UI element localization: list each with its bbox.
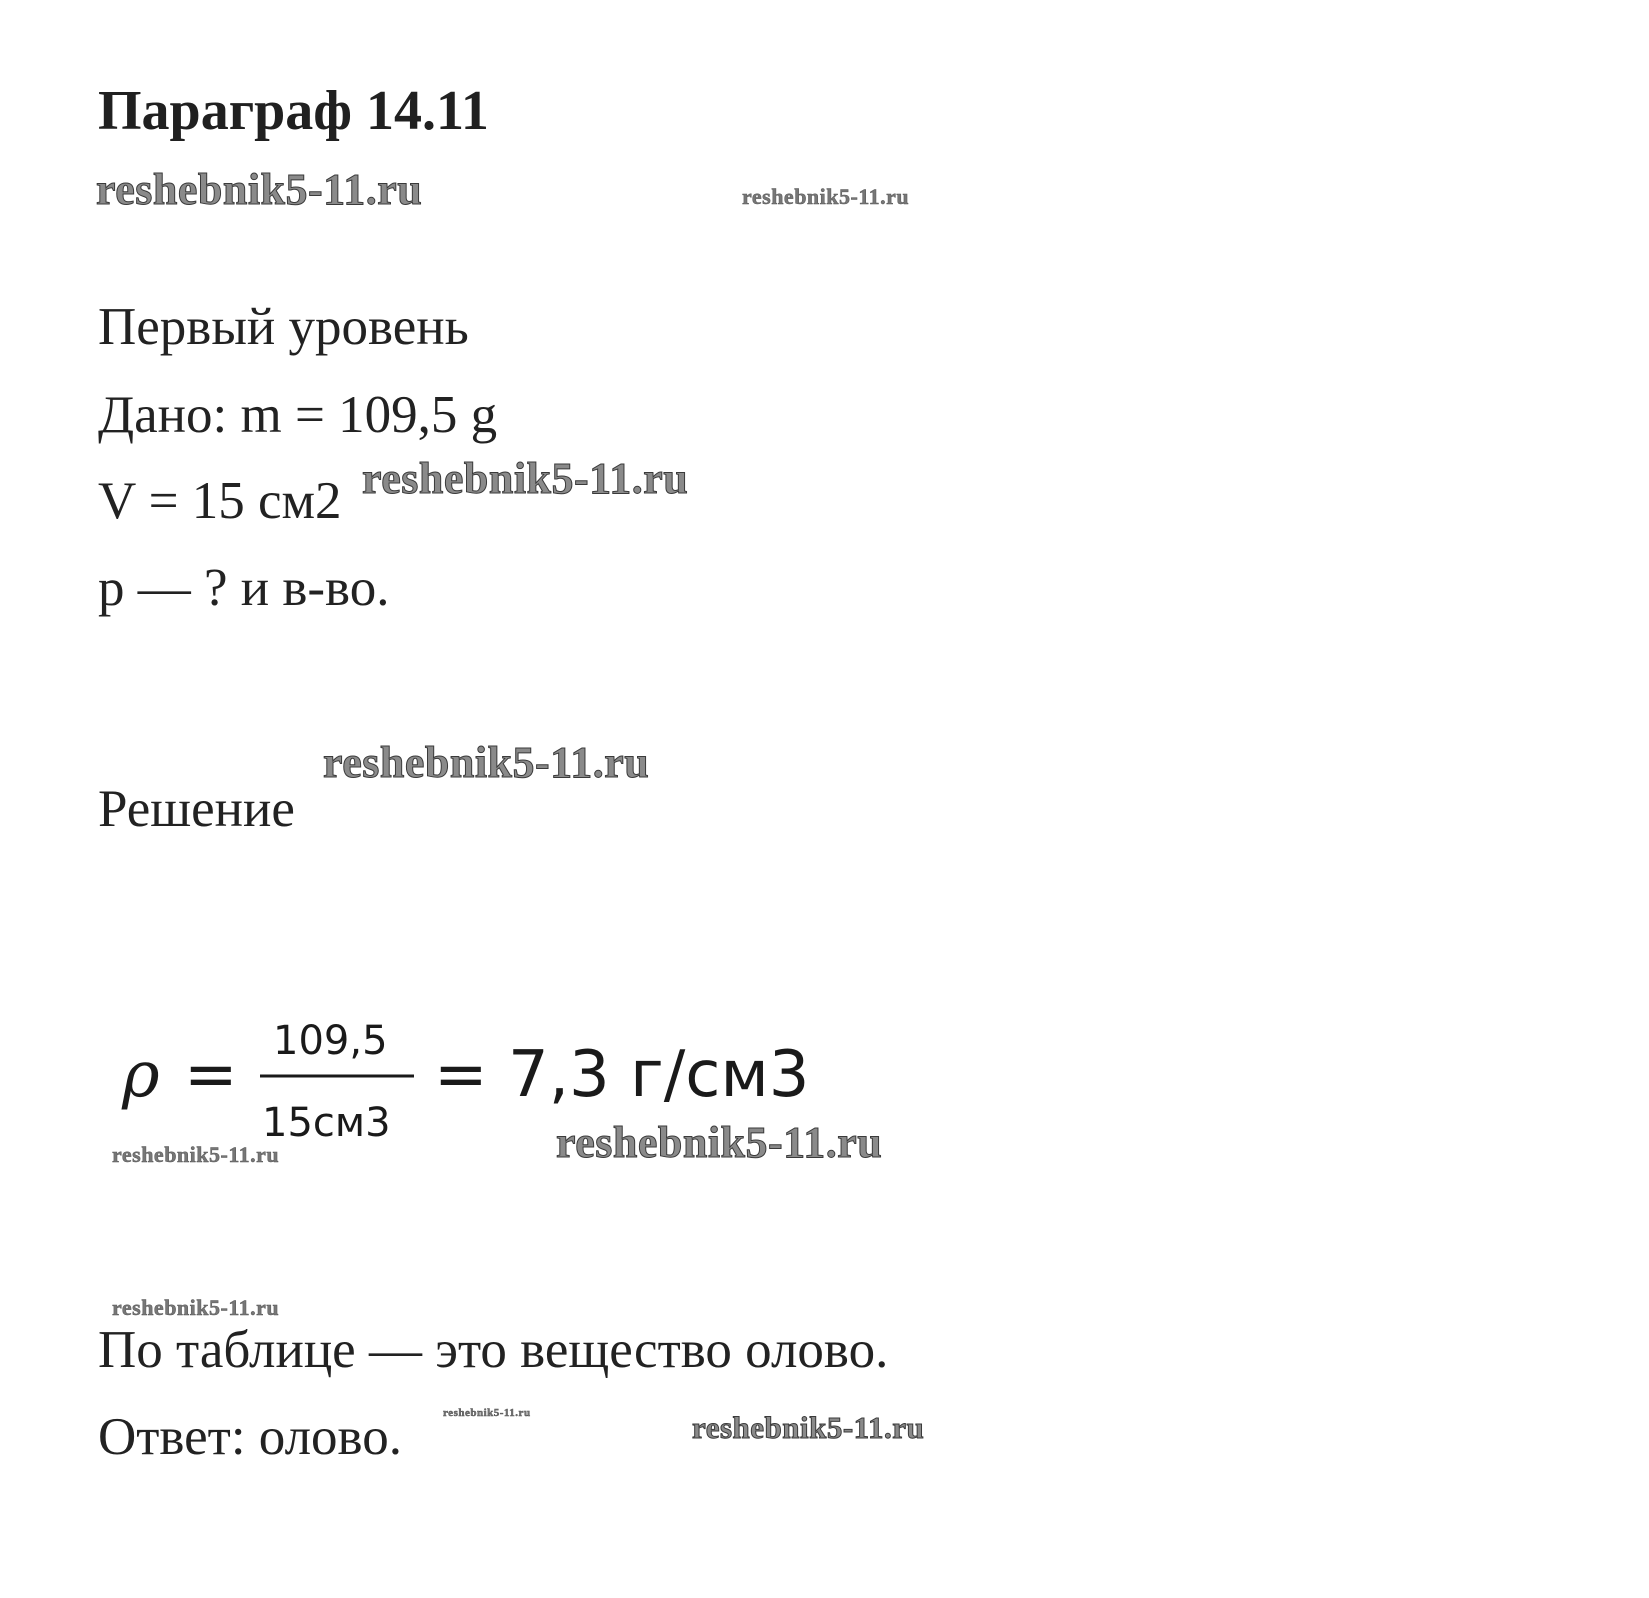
formula-result: = 7,3 г/см3 <box>434 1038 810 1112</box>
page-title: Параграф 14.11 <box>98 80 489 142</box>
level-heading: Первый уровень <box>98 298 469 356</box>
formula-rho: ρ <box>122 1038 160 1112</box>
watermark: reshebnik5-11.ru <box>96 165 423 214</box>
watermark: reshebnik5-11.ru <box>323 738 650 787</box>
formula-numerator: 109,5 <box>273 1018 388 1064</box>
watermark: reshebnik5-11.ru <box>742 184 910 209</box>
formula-equals: = <box>184 1038 238 1112</box>
watermark: reshebnik5-11.ru <box>362 454 689 503</box>
given-mass: Дано: m = 109,5 g <box>98 386 498 444</box>
watermark: reshebnik5-11.ru <box>112 1142 280 1167</box>
watermark: reshebnik5-11.ru <box>443 1407 531 1419</box>
watermark: reshebnik5-11.ru <box>692 1410 925 1445</box>
given-volume: V = 15 см2 <box>98 472 342 530</box>
formula-denominator: 15см3 <box>262 1100 391 1146</box>
watermark: reshebnik5-11.ru <box>112 1295 280 1320</box>
solution-heading: Решение <box>98 780 295 838</box>
find-line: р — ? и в-во. <box>98 559 390 617</box>
watermark: reshebnik5-11.ru <box>556 1118 883 1167</box>
answer-line: Ответ: олово. <box>98 1408 402 1466</box>
conclusion-line: По таблице — это вещество олово. <box>98 1321 889 1379</box>
